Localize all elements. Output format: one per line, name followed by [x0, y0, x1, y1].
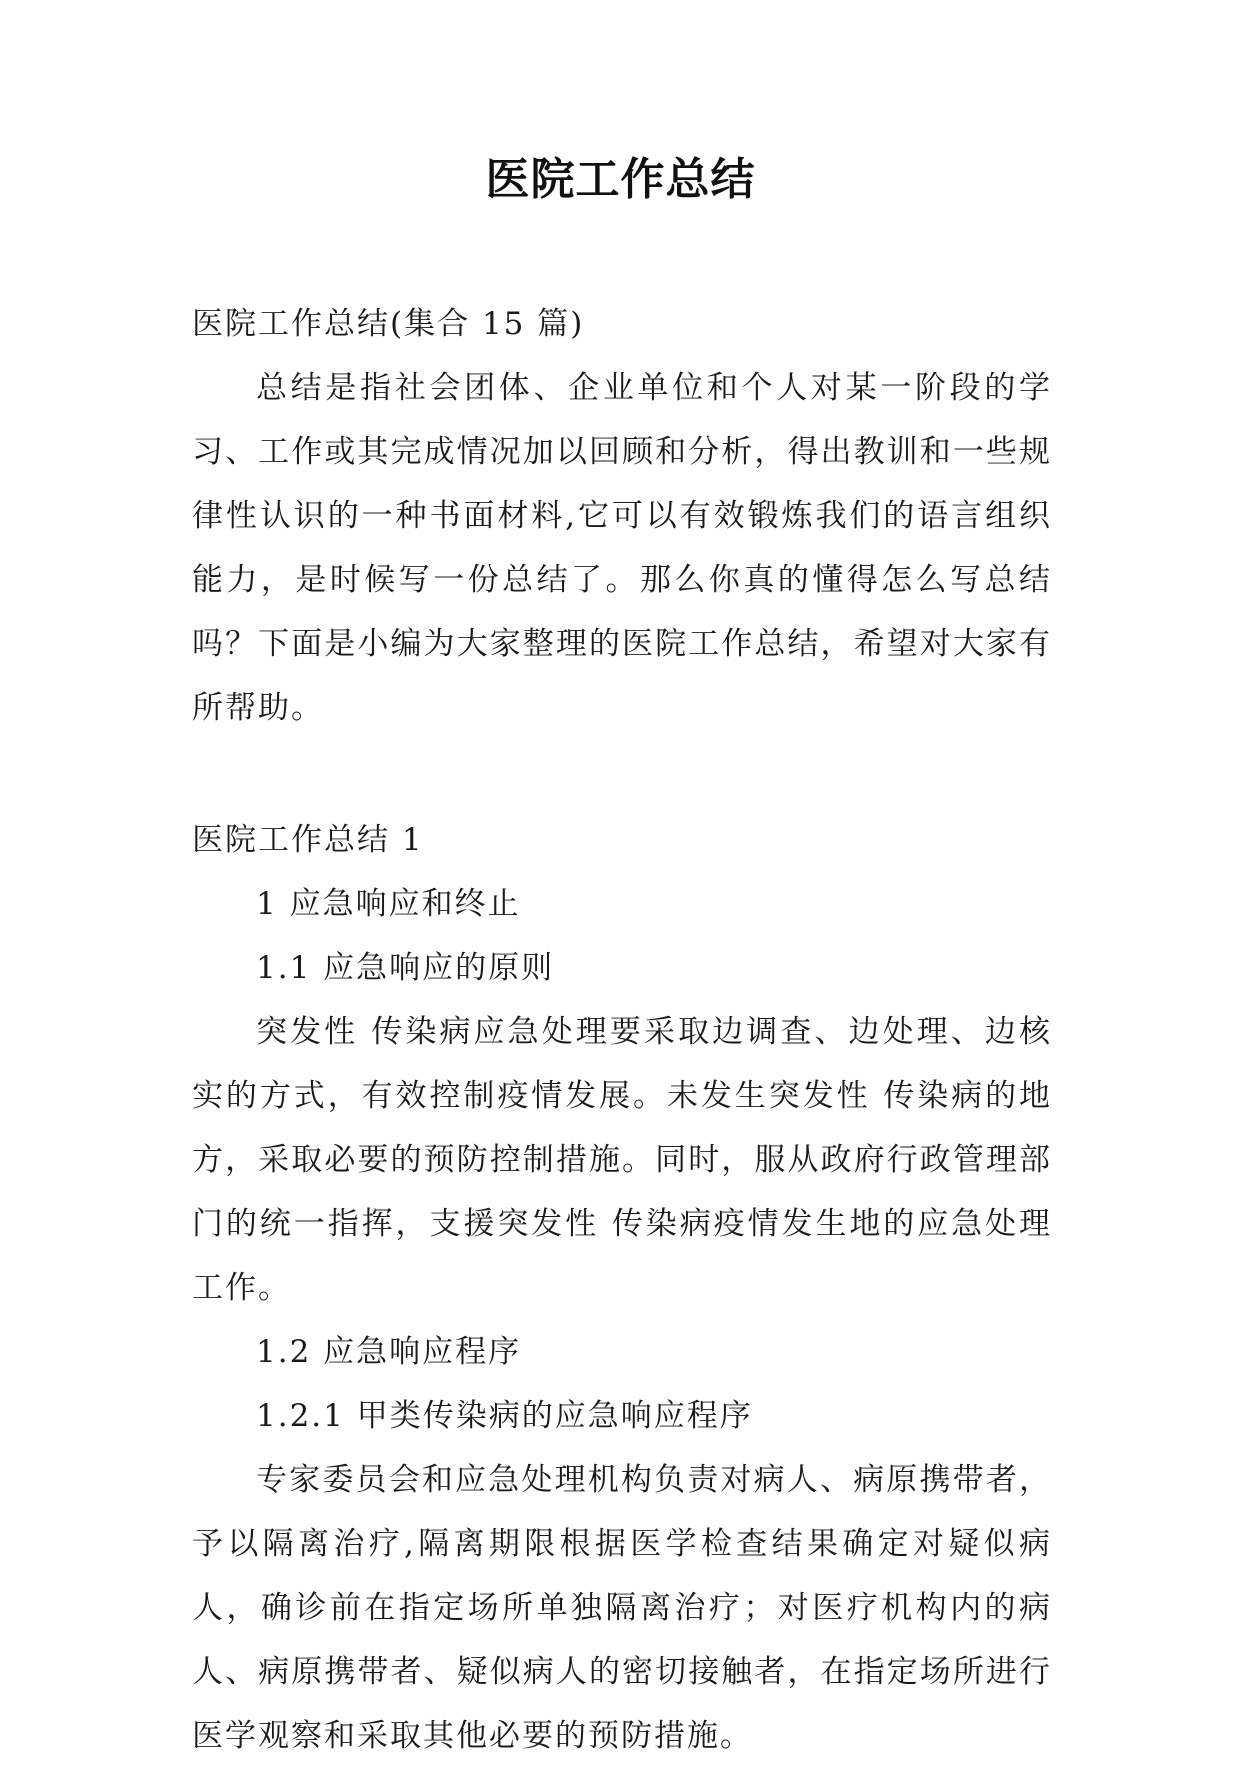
section-heading: 医院工作总结 1: [192, 822, 424, 858]
heading-level-1: 1 应急响应和终止: [256, 886, 521, 922]
section-spacer: [192, 740, 1052, 808]
paragraph-response-principle: 突发性 传染病应急处理要采取边调查、边处理、边核实的方式，有效控制疫情发展。未发生突发性 传染病的地方，采取必要的预防控制措施。同时，服从政府行政管理部门的统一指挥，支援突发性 传染病疫情发生地的应急处理工作。: [192, 1014, 1052, 1306]
paragraph-class-a-procedure: 专家委员会和应急处理机构负责对病人、病原携带者，予以隔离治疗,隔离期限根据医学检查结果确定对疑似病人，确诊前在指定场所单独隔离治疗；对医疗机构内的病人、病原携带者、疑似病人的密切接触者，在指定场所进行医学观察和采取其他必要的预防措施。: [192, 1462, 1052, 1754]
heading-1-2-1: 1.2.1 甲类传染病的应急响应程序: [256, 1398, 753, 1434]
document-body: [192, 292, 1052, 1768]
heading-1-2: 1.2 应急响应程序: [256, 1334, 522, 1370]
heading-1-1: 1.1 应急响应的原则: [256, 950, 555, 986]
document-title: 医院工作总结: [485, 154, 756, 205]
document-subtitle: 医院工作总结(集合 15 篇): [192, 306, 585, 342]
intro-paragraph: 总结是指社会团体、企业单位和个人对某一阶段的学习、工作或其完成情况加以回顾和分析，得出教训和一些规律性认识的一种书面材料,它可以有效锻炼我们的语言组织能力，是时候写一份总结了。那么你真的懂得怎么写总结吗？下面是小编为大家整理的医院工作总结，希望对大家有所帮助。: [192, 370, 1052, 726]
